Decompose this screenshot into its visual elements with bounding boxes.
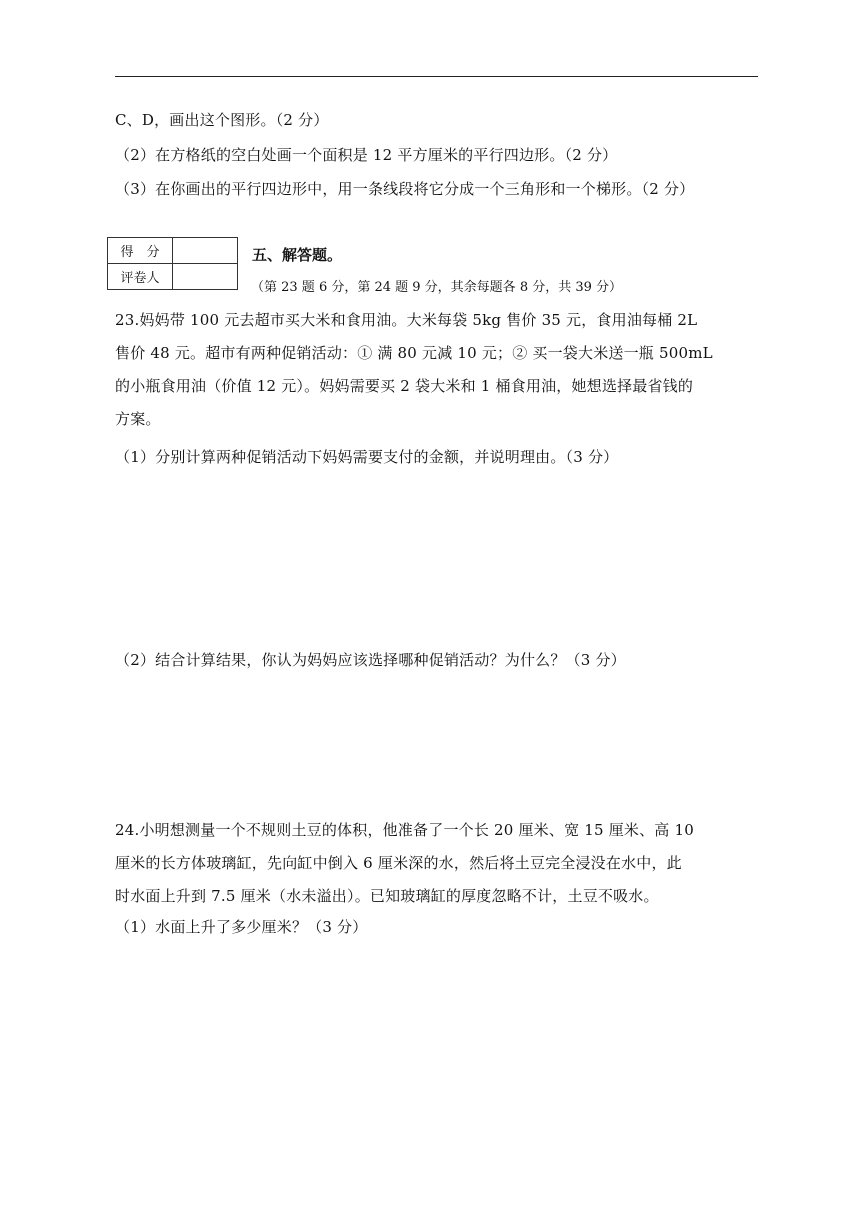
q23-line-3: 的小瓶食用油（价值 12 元）。妈妈需要买 2 袋大米和 1 桶食用油，她想选择最省钱的 bbox=[115, 377, 694, 395]
q23-line-2: 售价 48 元。超市有两种促销活动：① 满 80 元减 10 元；② 买一袋大米送一瓶 500mL bbox=[115, 344, 713, 362]
score-blank bbox=[173, 238, 238, 264]
q23-subquestion-2: （2）结合计算结果，你认为妈妈应该选择哪种促销活动？为什么？（3 分） bbox=[115, 651, 626, 669]
q24-line-2: 厘米的长方体玻璃缸，先向缸中倒入 6 厘米深的水，然后将土豆完全浸没在水中，此 bbox=[115, 854, 682, 872]
subquestion-2: （2）在方格纸的空白处画一个面积是 12 平方厘米的平行四边形。（2 分） bbox=[115, 146, 618, 164]
q24-subquestion-1: （1）水面上升了多少厘米？（3 分） bbox=[115, 918, 368, 936]
q23-line-1: 23.妈妈带 100 元去超市买大米和食用油。大米每袋 5kg 售价 35 元，食用油每桶 2L bbox=[115, 311, 698, 329]
question-continuation-line: C、D，画出这个图形。（2 分） bbox=[115, 111, 329, 129]
q23-line-4: 方案。 bbox=[115, 410, 161, 428]
section-title: 五、解答题。 bbox=[252, 246, 343, 264]
score-box bbox=[107, 237, 238, 290]
subquestion-3: （3）在你画出的平行四边形中，用一条线段将它分成一个三角形和一个梯形。（2 分） bbox=[115, 180, 695, 198]
q23-subquestion-1: （1）分别计算两种促销活动下妈妈需要支付的金额，并说明理由。（3 分） bbox=[115, 448, 619, 466]
grader-blank bbox=[173, 264, 238, 290]
score-label: 得 分 bbox=[108, 238, 173, 264]
grader-label: 评卷人 bbox=[108, 264, 173, 290]
header-rule bbox=[115, 76, 758, 77]
q24-line-1: 24.小明想测量一个不规则土豆的体积，他准备了一个长 20 厘米、宽 15 厘米、高 10 bbox=[115, 821, 694, 839]
section-note: （第 23 题 6 分，第 24 题 9 分，其余每题各 8 分，共 39 分） bbox=[251, 280, 623, 295]
q24-line-3: 时水面上升到 7.5 厘米（水未溢出）。已知玻璃缸的厚度忽略不计，土豆不吸水。 bbox=[115, 887, 659, 905]
